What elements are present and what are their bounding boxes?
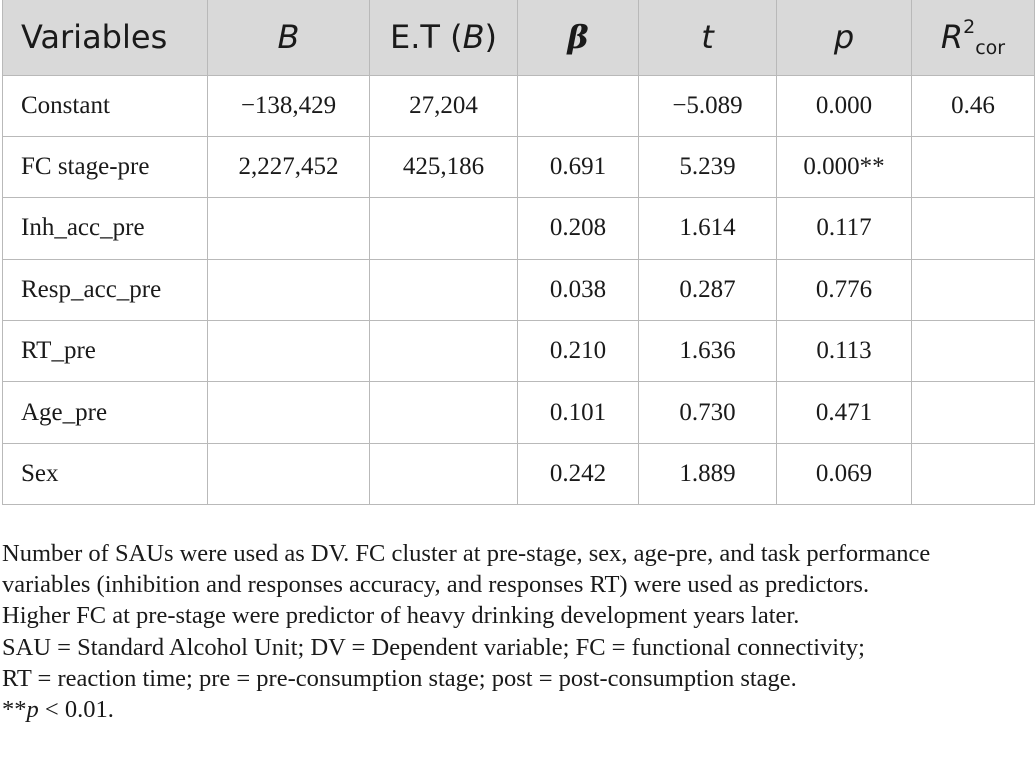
table-row (3, 259, 1035, 320)
cell-r2 (912, 443, 1035, 504)
cell-variable: Resp_acc_pre (3, 259, 208, 320)
cell-r2 (912, 382, 1035, 443)
cell-b: −138,429 (208, 75, 370, 136)
cell-t: 0.730 (639, 382, 777, 443)
cell-et: 27,204 (370, 75, 518, 136)
cell-variable: FC stage-pre (3, 136, 208, 197)
cell-r2: 0.46 (912, 75, 1035, 136)
header-t: t (639, 0, 777, 75)
cell-b (208, 198, 370, 259)
cell-variable: Constant (3, 75, 208, 136)
cell-t: 1.636 (639, 321, 777, 382)
header-p: p (777, 0, 912, 75)
cell-p: 0.117 (777, 198, 912, 259)
table-row (3, 321, 1035, 382)
table-header-row (3, 0, 1035, 75)
cell-p: 0.776 (777, 259, 912, 320)
cell-t: 5.239 (639, 136, 777, 197)
header-r2-cor: $R^2_{cor}$ (912, 0, 1035, 75)
header-et-b: E.T (B) (370, 0, 518, 75)
cell-variable: Inh_acc_pre (3, 198, 208, 259)
footnote-line: Higher FC at pre-stage were predictor of heavy drinking development years later. (2, 602, 800, 630)
cell-r2 (912, 136, 1035, 197)
regression-table (2, 0, 1035, 505)
cell-beta: 0.210 (518, 321, 639, 382)
table-row (3, 443, 1035, 504)
cell-r2 (912, 259, 1035, 320)
table-footnotes (2, 538, 1032, 725)
footnote-line: Number of SAUs were used as DV. FC cluster at pre-stage, sex, age-pre, and task performance (2, 540, 931, 567)
cell-t: 1.614 (639, 198, 777, 259)
cell-et (370, 259, 518, 320)
cell-beta: 0.208 (518, 198, 639, 259)
cell-p: 0.113 (777, 321, 912, 382)
cell-t: 0.287 (639, 259, 777, 320)
cell-p: 0.000** (777, 136, 912, 197)
table-row (3, 136, 1035, 197)
regression-table-container (2, 0, 1034, 505)
footnote-line: SAU = Standard Alcohol Unit; DV = Dependent variable; FC = functional connectivity; (2, 633, 865, 661)
cell-beta (518, 75, 639, 136)
cell-beta: 0.691 (518, 136, 639, 197)
cell-t: −5.089 (639, 75, 777, 136)
table-row (3, 198, 1035, 259)
header-b: B (208, 0, 370, 75)
header-variables: Variables (3, 0, 208, 75)
cell-variable: RT_pre (3, 321, 208, 382)
cell-variable: Sex (3, 443, 208, 504)
footnote-line: RT = reaction time; pre = pre-consumption stage; post = post-consumption stage. (2, 664, 797, 692)
cell-b: 2,227,452 (208, 136, 370, 197)
footnote-significance: **p < 0.01. (2, 696, 114, 724)
table-row (3, 382, 1035, 443)
footnote-line: variables (inhibition and responses accuracy, and responses RT) were used as predictors. (2, 571, 870, 599)
cell-variable: Age_pre (3, 382, 208, 443)
cell-b (208, 443, 370, 504)
cell-b (208, 259, 370, 320)
cell-beta: 0.101 (518, 382, 639, 443)
cell-b (208, 382, 370, 443)
cell-et (370, 443, 518, 504)
header-beta: β (518, 0, 639, 75)
cell-p: 0.069 (777, 443, 912, 504)
cell-p: 0.000 (777, 75, 912, 136)
cell-et (370, 198, 518, 259)
cell-et (370, 321, 518, 382)
cell-t: 1.889 (639, 443, 777, 504)
cell-beta: 0.242 (518, 443, 639, 504)
cell-et (370, 382, 518, 443)
cell-r2 (912, 198, 1035, 259)
cell-p: 0.471 (777, 382, 912, 443)
cell-r2 (912, 321, 1035, 382)
table-row (3, 75, 1035, 136)
cell-b (208, 321, 370, 382)
cell-beta: 0.038 (518, 259, 639, 320)
cell-et: 425,186 (370, 136, 518, 197)
